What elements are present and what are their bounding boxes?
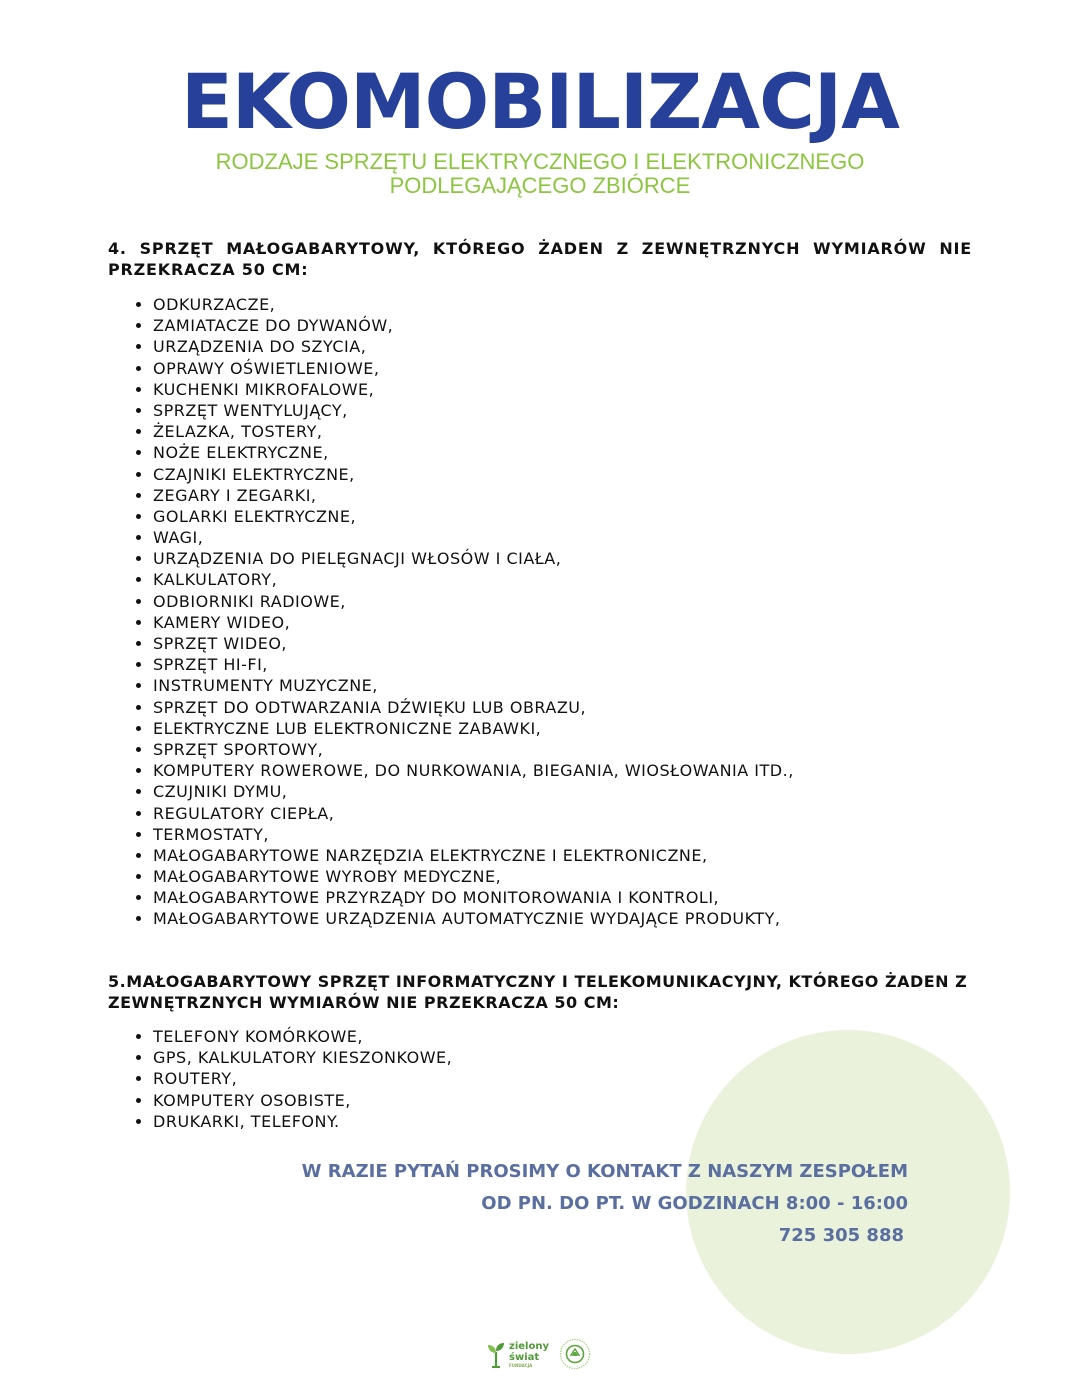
section-5-heading-line-1: 5.MAŁOGABARYTOWY SPRZĘT INFORMATYCZNY I TELEKOMUNIKACYJNY, KTÓREGO ŻADEN Z (108, 972, 968, 991)
section4-list-item: • SPRZĘT WIDEO, (153, 633, 794, 654)
recycling-seal-icon (559, 1338, 591, 1370)
section-5-list (108, 1026, 452, 1132)
section5-list-item: • GPS, KALKULATORY KIESZONKOWE, (153, 1047, 452, 1068)
decorative-circle (686, 1030, 1010, 1354)
logo-text-swiat: świat (509, 1351, 540, 1363)
section4-list-item: • ODBIORNIKI RADIOWE, (153, 591, 794, 612)
sprout-icon (486, 1340, 506, 1368)
section4-list-item: • NOŻE ELEKTRYCZNE, (153, 442, 794, 463)
section4-list-item: • SPRZĘT WENTYLUJĄCY, (153, 400, 794, 421)
section4-list-item: • ZEGARY I ZEGARKI, (153, 485, 794, 506)
contact-hours: OD PN. DO PT. W GODZINACH 8:00 - 16:00 (481, 1193, 908, 1214)
section5-list-item: • ROUTERY, (153, 1068, 452, 1089)
section4-list-item: • KAMERY WIDEO, (153, 612, 794, 633)
section-4-list (108, 294, 794, 930)
logo-text-zielony: zielony (509, 1340, 549, 1352)
section4-list-item: • ODKURZACZE, (153, 294, 794, 315)
section4-list-item: • URZĄDZENIA DO PIELĘGNACJI WŁOSÓW I CIAŁA, (153, 548, 794, 569)
section4-list-item: • MAŁOGABARYTOWE URZĄDZENIA AUTOMATYCZNIE WYDAJĄCE PRODUKTY, (153, 908, 794, 929)
footer-logos (486, 1334, 591, 1374)
section-4-heading: 4. SPRZĘT MAŁOGABARYTOWY, KTÓREGO ŻADEN Z ZEWNĘTRZNYCH WYMIARÓW NIE PRZEKRACZA 50 CM: (108, 239, 972, 279)
contact-line-1: W RAZIE PYTAŃ PROSIMY O KONTAKT Z NASZYM ZESPOŁEM (301, 1161, 908, 1182)
section5-list-item: • TELEFONY KOMÓRKOWE, (153, 1026, 452, 1047)
section4-list-item: • CZUJNIKI DYMU, (153, 781, 794, 802)
section-5-heading-line-2: ZEWNĘTRZNYCH WYMIARÓW NIE PRZEKRACZA 50 CM: (108, 993, 620, 1012)
section5-list-item: • KOMPUTERY OSOBISTE, (153, 1090, 452, 1111)
section4-list-item: • KOMPUTERY ROWEROWE, DO NURKOWANIA, BIEGANIA, WIOSŁOWANIA ITD., (153, 760, 794, 781)
section5-list-item: • DRUKARKI, TELEFONY. (153, 1111, 452, 1132)
page-subtitle (0, 150, 1080, 198)
section4-list-item: • MAŁOGABARYTOWE NARZĘDZIA ELEKTRYCZNE I ELEKTRONICZNE, (153, 845, 794, 866)
section4-list-item: • KALKULATORY, (153, 569, 794, 590)
section-5-heading (108, 971, 972, 1013)
zielony-swiat-logo (486, 1340, 549, 1368)
section4-list-item: • REGULATORY CIEPŁA, (153, 803, 794, 824)
section4-list-item: • TERMOSTATY, (153, 824, 794, 845)
section4-list-item: • SPRZĘT DO ODTWARZANIA DŹWIĘKU LUB OBRAZU, (153, 697, 794, 718)
logo-text-fundacja: FUNDACJA (509, 1362, 533, 1368)
subtitle-line-1: RODZAJE SPRZĘTU ELEKTRYCZNEGO I ELEKTRONICZNEGO (215, 149, 865, 174)
section4-list-item: • GOLARKI ELEKTRYCZNE, (153, 506, 794, 527)
section4-list-item: • INSTRUMENTY MUZYCZNE, (153, 675, 794, 696)
section4-list-item: • MAŁOGABARYTOWE WYROBY MEDYCZNE, (153, 866, 794, 887)
section4-list-item: • MAŁOGABARYTOWE PRZYRZĄDY DO MONITOROWANIA I KONTROLI, (153, 887, 794, 908)
section4-list-item: • ŻELAZKA, TOSTERY, (153, 421, 794, 442)
section4-list-item: • SPRZĘT SPORTOWY, (153, 739, 794, 760)
section4-list-item: • ELEKTRYCZNE LUB ELEKTRONICZNE ZABAWKI, (153, 718, 794, 739)
subtitle-line-2: PODLEGAJĄCEGO ZBIÓRCE (389, 173, 691, 198)
section4-list-item: • OPRAWY OŚWIETLENIOWE, (153, 358, 794, 379)
section4-list-item: • WAGI, (153, 527, 794, 548)
section4-list-item: • CZAJNIKI ELEKTRYCZNE, (153, 464, 794, 485)
contact-phone: 725 305 888 (778, 1225, 904, 1246)
section4-list-item: • SPRZĘT HI-FI, (153, 654, 794, 675)
section4-list-item: • ZAMIATACZE DO DYWANÓW, (153, 315, 794, 336)
section4-list-item: • KUCHENKI MIKROFALOWE, (153, 379, 794, 400)
section4-list-item: • URZĄDZENIA DO SZYCIA, (153, 336, 794, 357)
page-title: EKOMOBILIZACJA (181, 57, 899, 146)
